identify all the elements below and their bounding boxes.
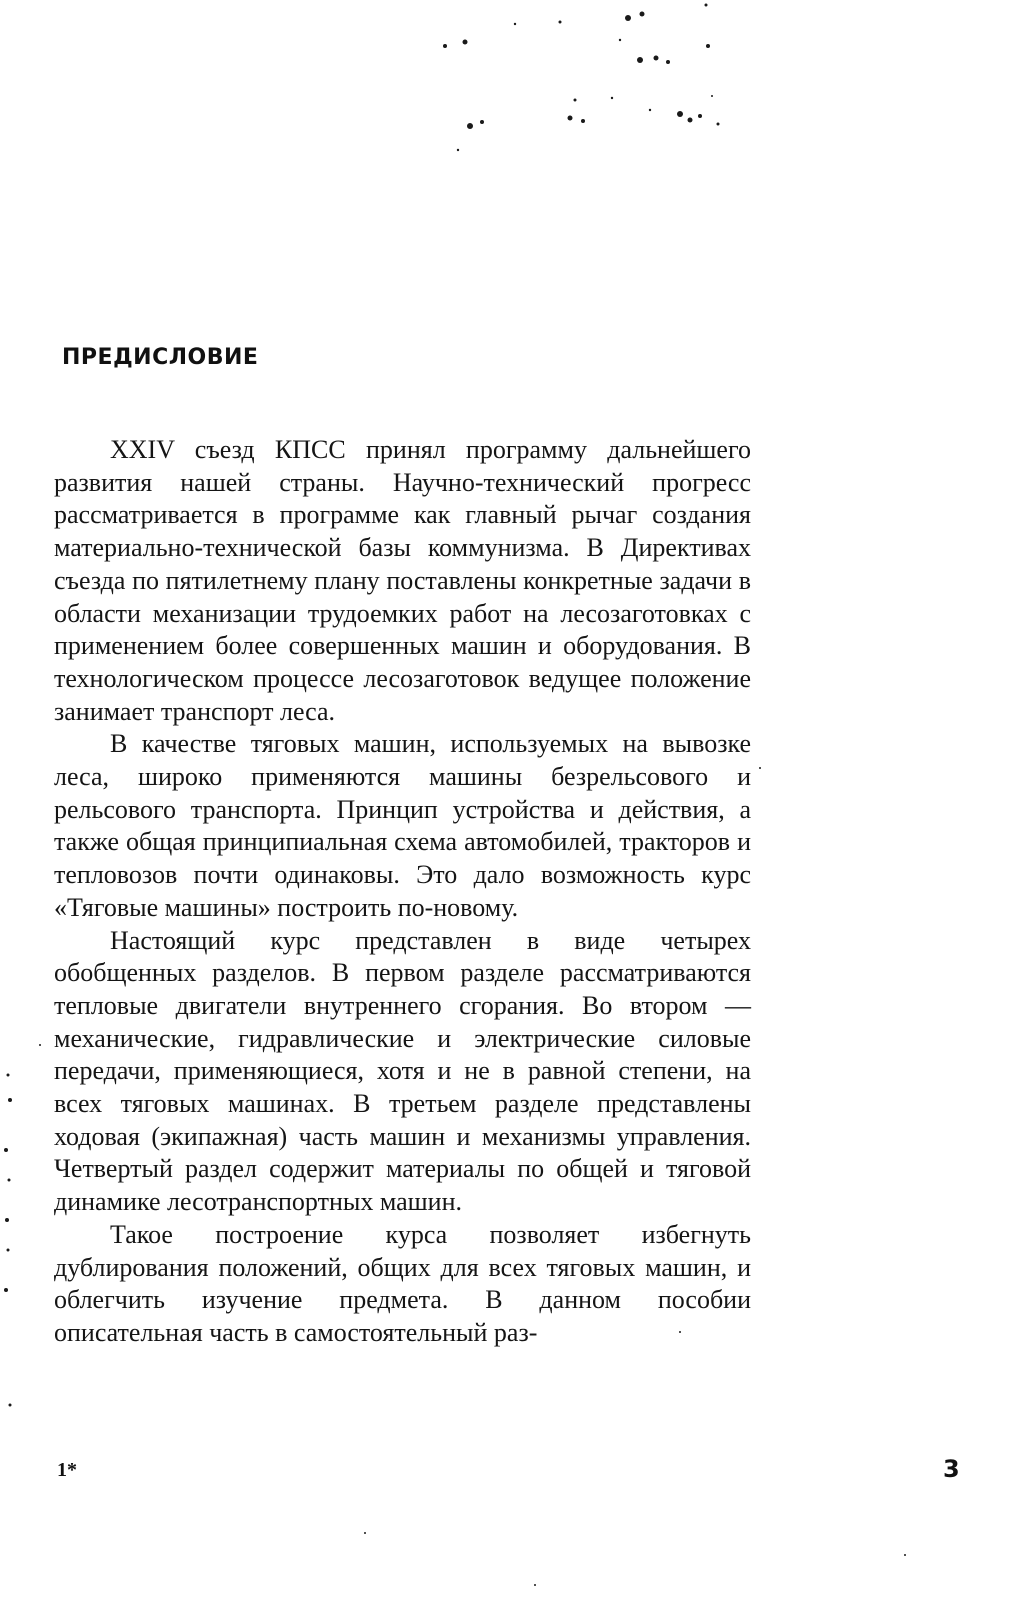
paragraph-3: Настоящий курс представлен в виде четырех обобщенных разделов. В первом разделе рассматриваются тепловые двигатели внутреннего сгорания. Во втором — механические, гидравлические и электрические силовые передачи, применяющиеся, хотя и не в равной степени, на всех тяговых машинах. В третьем разделе представлены ходовая (экипажная) часть машин и механизмы управления. Четвертый раздел содержит материалы по общей и тяговой динамике лесотранспортных машин. (54, 925, 751, 1217)
signature-mark: 1* (57, 1459, 77, 1481)
page-number: 3 (943, 1455, 960, 1483)
paragraph-1: XXIV съезд КПСС принял программу дальнейшего развития нашей страны. Научно-технический прогресс рассматривается в программе как главный рычаг создания материально-технической базы коммунизма. В Директивах съезда по пятилетнему плану поставлены конкретные задачи в области механизации трудоемких работ на лесозаготовках с применением более совершенных машин и оборудования. В технологическом процессе лесозаготовок ведущее положение занимает транспорт леса. (54, 435, 751, 726)
paragraph-4: Такое построение курса позволяет избегнуть дублирования положений, общих для всех тяговых машин, и облегчить изучение предмета. В данном пособии описательная часть в самостоятельный раз- (54, 1219, 751, 1347)
paragraph-2: В качестве тяговых машин, используемых на вывозке леса, широко применяются машины безрельсового и рельсового транспорта. Принцип устройства и действия, а также общая принципиальная схема автомобилей, тракторов и тепловозов почти одинаковы. Это дало возможность курс «Тяговые машины» построить по-новому. (54, 729, 751, 922)
preface-body (54, 434, 751, 1350)
page-heading: ПРЕДИСЛОВИЕ (62, 345, 259, 370)
